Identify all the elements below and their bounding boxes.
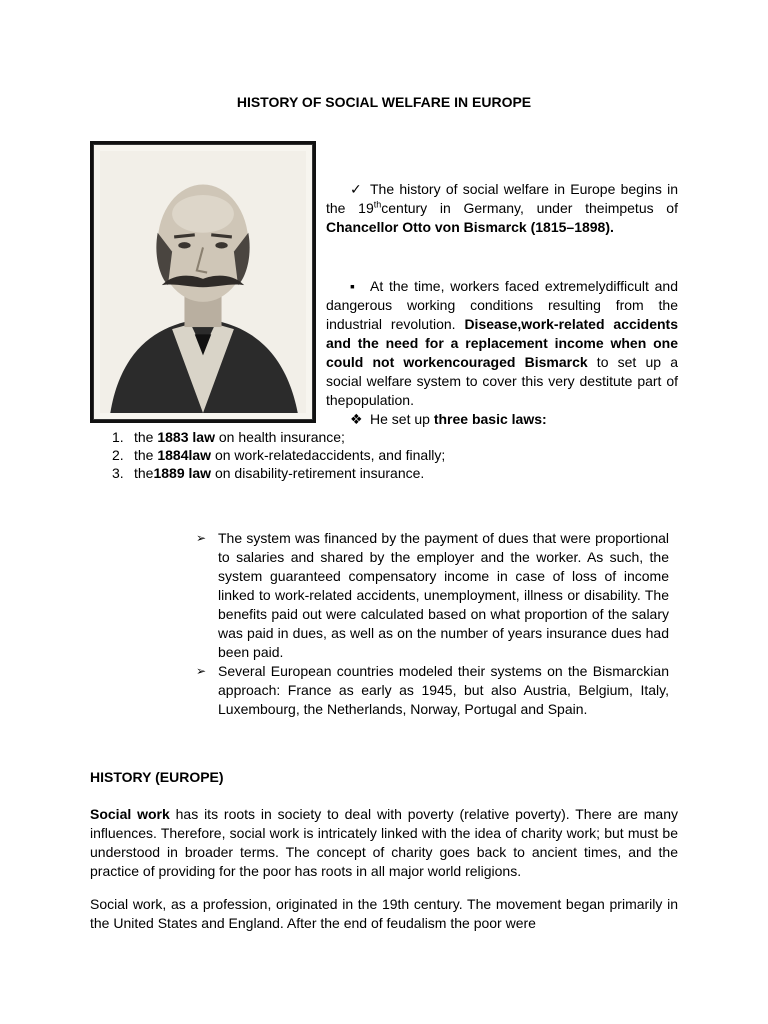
list-item: [112, 464, 445, 482]
intro-text: century in Germany, under theimpetus of: [381, 200, 678, 216]
law-year: 1883 law: [157, 429, 215, 445]
intro-paragraph-1: [326, 180, 678, 237]
list-text: the: [134, 447, 158, 463]
superscript: th: [373, 199, 382, 210]
section-heading: HISTORY (EUROPE): [90, 769, 224, 785]
list-text: the: [134, 465, 154, 481]
law-year: 1884law: [157, 447, 212, 463]
list-number: 3.: [112, 465, 124, 481]
check-mark-icon: ✓: [350, 181, 362, 197]
square-bullet-icon: ▪: [350, 278, 355, 294]
list-number: 2.: [112, 447, 124, 463]
list-number: 1.: [112, 429, 124, 445]
law-year: 1889 law: [153, 465, 212, 481]
arrowhead-bullet-icon: ➢: [196, 664, 207, 678]
intro-bold-text: Disease,work-related accidents and the need for a replacement income when one could not workencouraged Bismarck: [326, 316, 678, 370]
intro-text: At the time, workers faced extremelydifficult and dangerous working conditions resulting from the industrial revolution.: [326, 278, 678, 332]
paragraph-profession: Social work, as a profession, originated in the 19th century. The movement began primarily in the United States and England. After the end of feudalism the poor were: [90, 896, 678, 931]
list-text: on health insurance;: [214, 429, 345, 445]
list-text: on disability-retirement insurance.: [211, 465, 425, 481]
bullet-list: [196, 529, 669, 719]
list-item: [112, 428, 445, 446]
social-work-term: Social work: [90, 806, 170, 822]
list-item: [196, 529, 669, 662]
bismarck-name: Chancellor Otto von Bismarck (1815–1898).: [326, 219, 614, 235]
paragraph-text: has its roots in society to deal with poverty (relative poverty). There are many influences. Therefore, social work is intricately linked with the idea of charity work; but must be understood in broader terms. The concept of charity goes back to ancient times, and the practice of providing for the poor has roots in all major world religions.: [90, 806, 678, 879]
laws-intro-text: He set up: [370, 411, 434, 427]
paragraph-social-work: [90, 805, 678, 881]
laws-intro: [350, 410, 680, 429]
list-text: the: [134, 429, 158, 445]
four-diamond-bullet-icon: ❖: [350, 411, 363, 427]
portrait-image: [90, 141, 316, 423]
arrowhead-bullet-icon: ➢: [196, 531, 207, 545]
laws-list: [112, 428, 445, 482]
list-item: [112, 446, 445, 464]
intro-text: The history of social welfare in Europe begins in the 19: [326, 181, 678, 216]
laws-intro-bold: three basic laws:: [433, 411, 547, 427]
intro-text: to set up a social welfare system to cover this very destitute part of thepopulation.: [326, 354, 678, 408]
page-title: HISTORY OF SOCIAL WELFARE IN EUROPE: [236, 94, 532, 110]
list-text: on work-relatedaccidents, and finally;: [211, 447, 446, 463]
bullet-text: The system was financed by the payment of dues that were proportional to salaries and shared by the employer and the worker. As such, the system guaranteed compensatory income in case of loss of income linked to work-related accidents, unemployment, illness or disability. The benefits paid out were calculated based on what proportion of the salary was paid in dues, as well as on the number of years insurance dues had been paid.: [218, 530, 669, 660]
list-item: [196, 662, 669, 719]
intro-paragraph-2: [326, 277, 678, 410]
bullet-text: Several European countries modeled their systems on the Bismarckian approach: France as early as 1945, but also Austria, Belgium, Italy, Luxembourg, the Netherlands, Norway, Portugal and Spain.: [218, 663, 669, 717]
